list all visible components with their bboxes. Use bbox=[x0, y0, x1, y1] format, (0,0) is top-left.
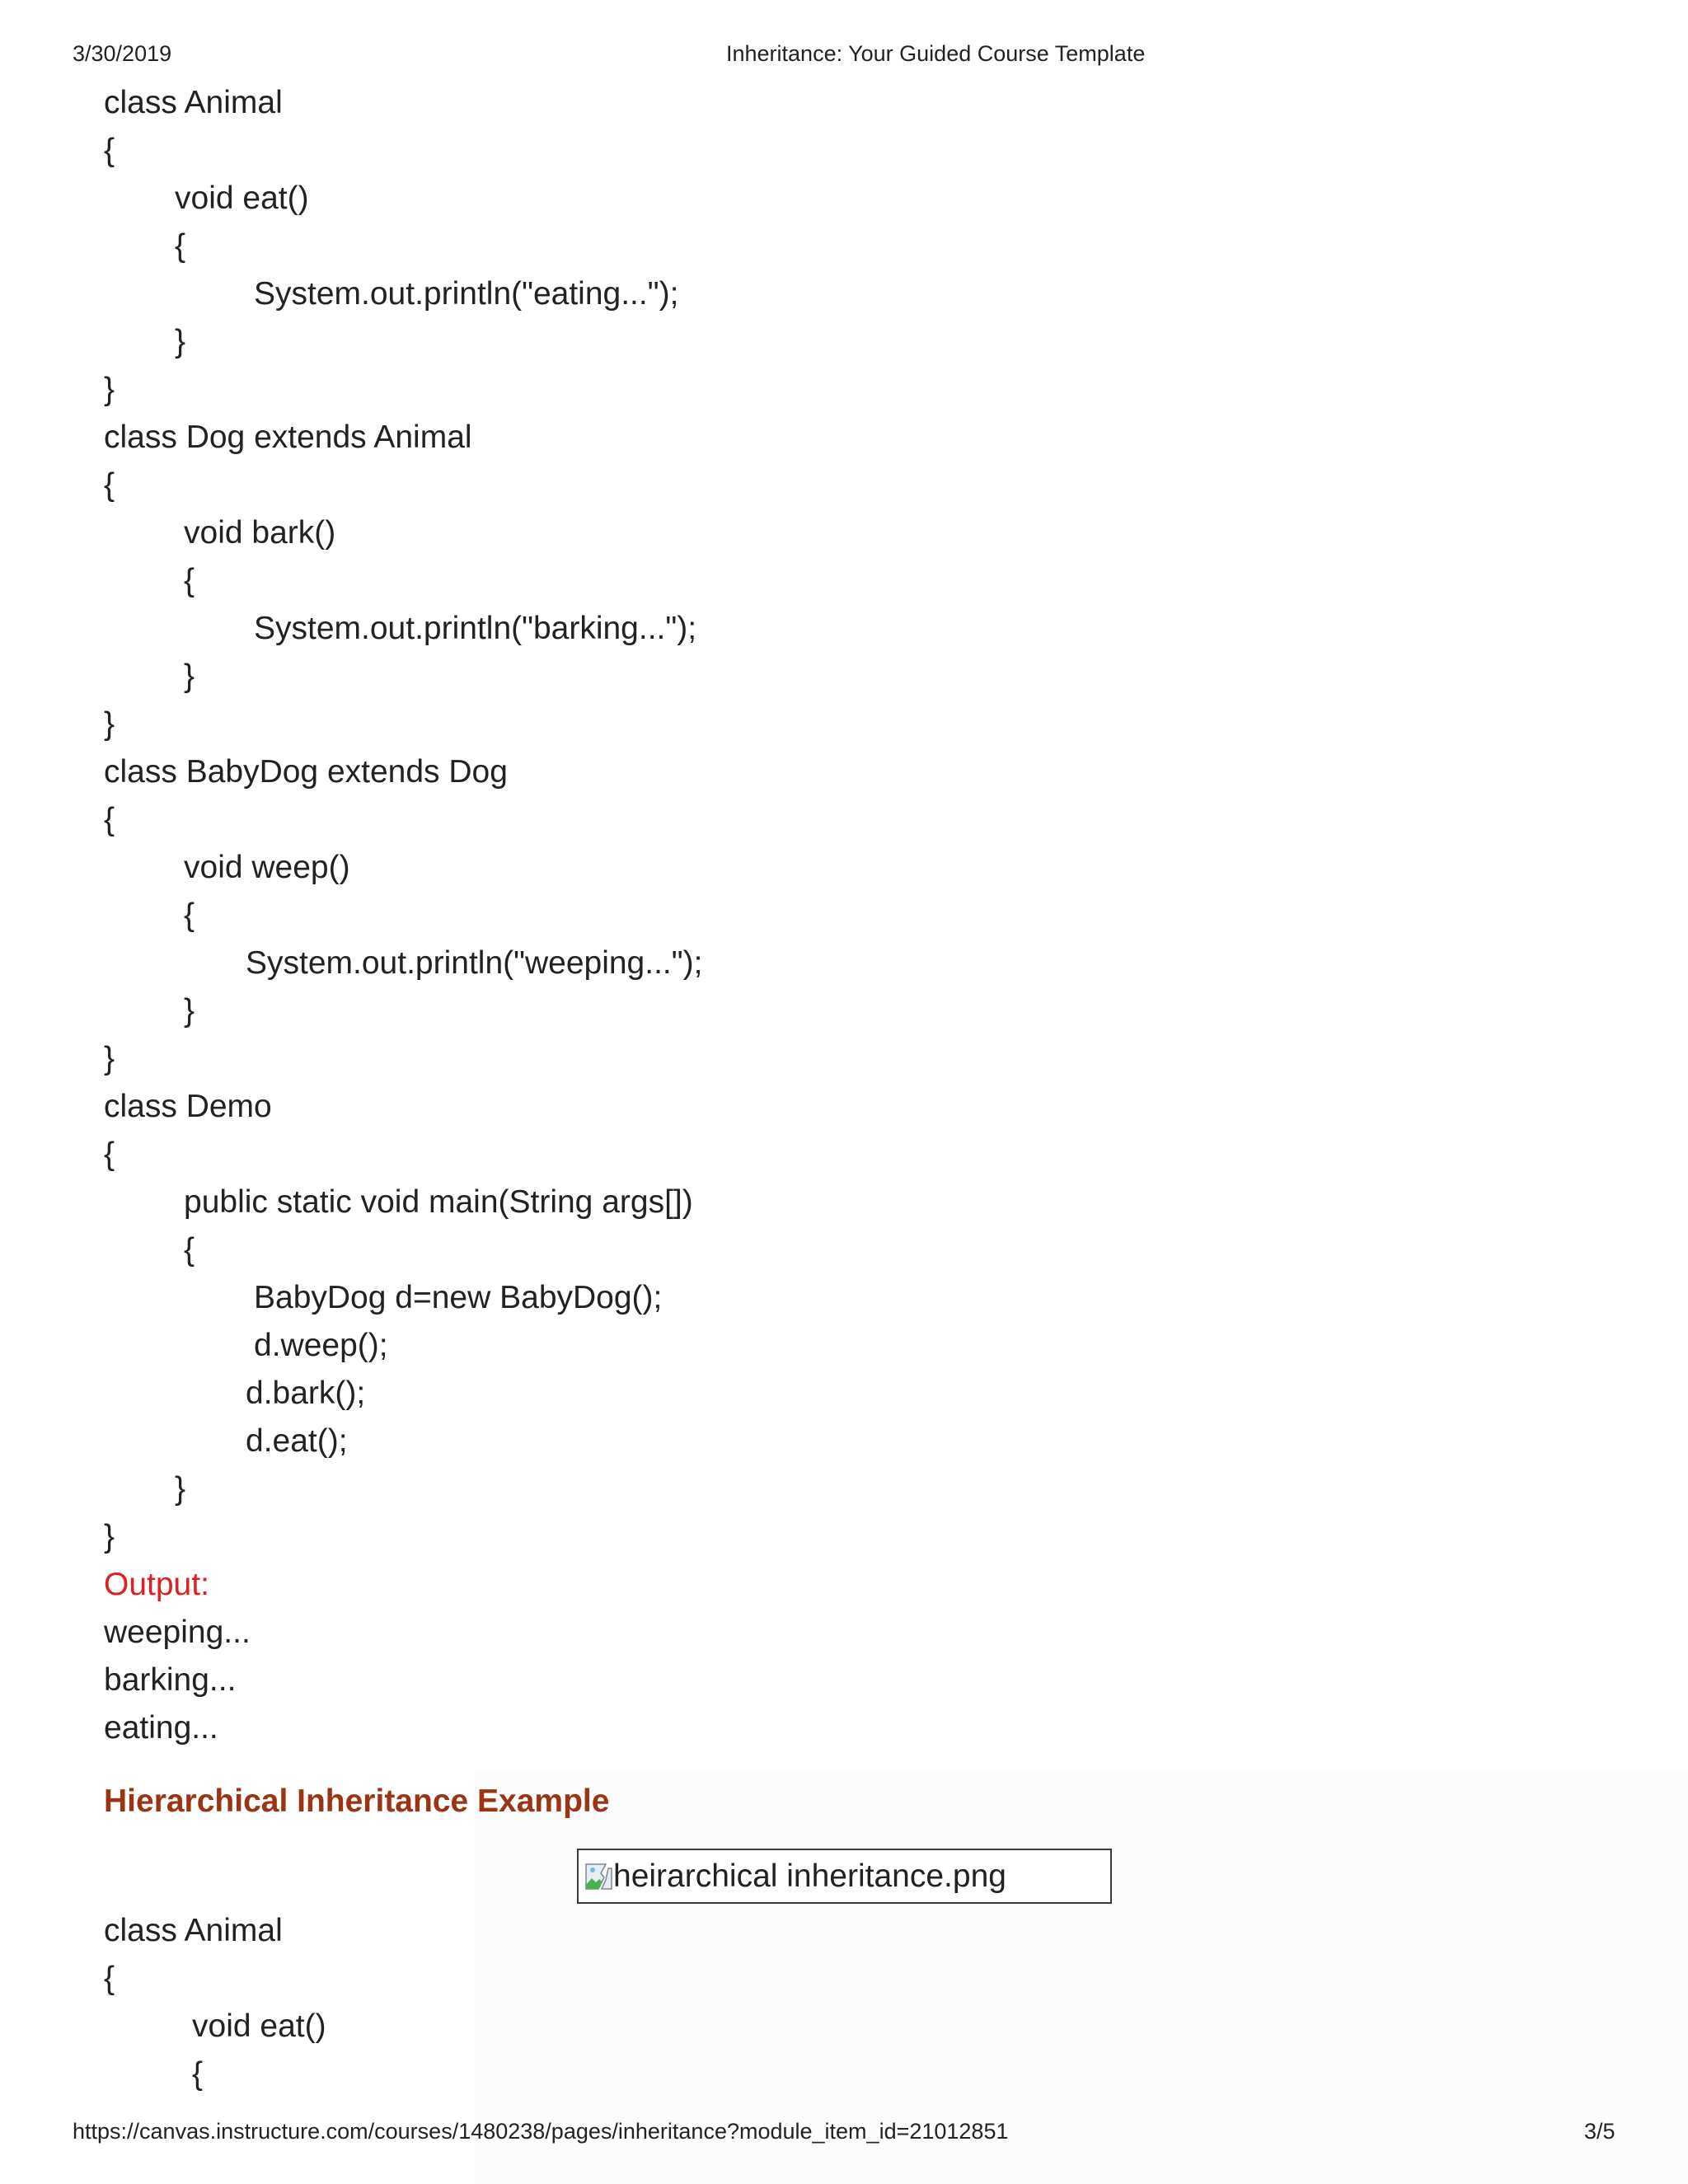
broken-image-icon bbox=[584, 1862, 613, 1891]
code-line: } bbox=[175, 1471, 186, 1507]
broken-image bbox=[577, 1849, 1112, 1904]
print-url: https://canvas.instructure.com/courses/1480238/pages/inheritance?module_item_id=21012851 bbox=[73, 2119, 1009, 2144]
code-line: void eat() bbox=[192, 2008, 326, 2044]
code-line: } bbox=[184, 993, 195, 1029]
output-line: weeping... bbox=[104, 1615, 251, 1650]
code-line: } bbox=[104, 372, 115, 407]
code-line: class Animal bbox=[104, 1913, 283, 1948]
code-line: } bbox=[104, 706, 115, 742]
code-line: { bbox=[175, 228, 186, 264]
code-line: public static void main(String args[]) bbox=[184, 1184, 693, 1220]
code-line: { bbox=[184, 1232, 195, 1268]
code-line: void bark() bbox=[184, 515, 336, 551]
code-line: class Animal bbox=[104, 85, 283, 120]
code-line: System.out.println("weeping..."); bbox=[246, 945, 703, 981]
code-line: } bbox=[175, 324, 186, 359]
code-line: } bbox=[104, 1041, 115, 1076]
code-line: { bbox=[104, 133, 115, 168]
code-line: d.bark(); bbox=[246, 1376, 366, 1411]
code-line: { bbox=[104, 467, 115, 503]
code-line: { bbox=[104, 1137, 115, 1172]
code-line: void weep() bbox=[184, 850, 350, 885]
code-line: class Dog extends Animal bbox=[104, 419, 472, 455]
image-alt-text: heirarchical inheritance.png bbox=[613, 1858, 1006, 1894]
print-page-title: Inheritance: Your Guided Course Template bbox=[726, 41, 1146, 66]
code-line: d.eat(); bbox=[246, 1423, 348, 1459]
section-heading: Hierarchical Inheritance Example bbox=[104, 1783, 610, 1819]
code-line: System.out.println("barking..."); bbox=[254, 611, 697, 646]
page-number: 3/5 bbox=[1584, 2119, 1615, 2144]
code-line: { bbox=[104, 1961, 115, 1996]
code-line: class BabyDog extends Dog bbox=[104, 754, 508, 790]
code-line: { bbox=[184, 898, 195, 933]
code-line: { bbox=[192, 2056, 204, 2092]
code-line: { bbox=[104, 802, 115, 837]
code-line: d.weep(); bbox=[254, 1328, 388, 1363]
code-line: } bbox=[104, 1519, 115, 1554]
code-line: void eat() bbox=[175, 180, 309, 216]
code-line: } bbox=[184, 658, 195, 694]
print-date: 3/30/2019 bbox=[73, 41, 172, 66]
code-line: { bbox=[184, 563, 195, 598]
output-line: barking... bbox=[104, 1662, 237, 1698]
code-line: class Demo bbox=[104, 1089, 272, 1124]
output-line: eating... bbox=[104, 1710, 218, 1746]
code-line: System.out.println("eating..."); bbox=[254, 276, 679, 312]
code-line: BabyDog d=new BabyDog(); bbox=[254, 1280, 663, 1315]
output-label: Output: bbox=[104, 1567, 209, 1602]
